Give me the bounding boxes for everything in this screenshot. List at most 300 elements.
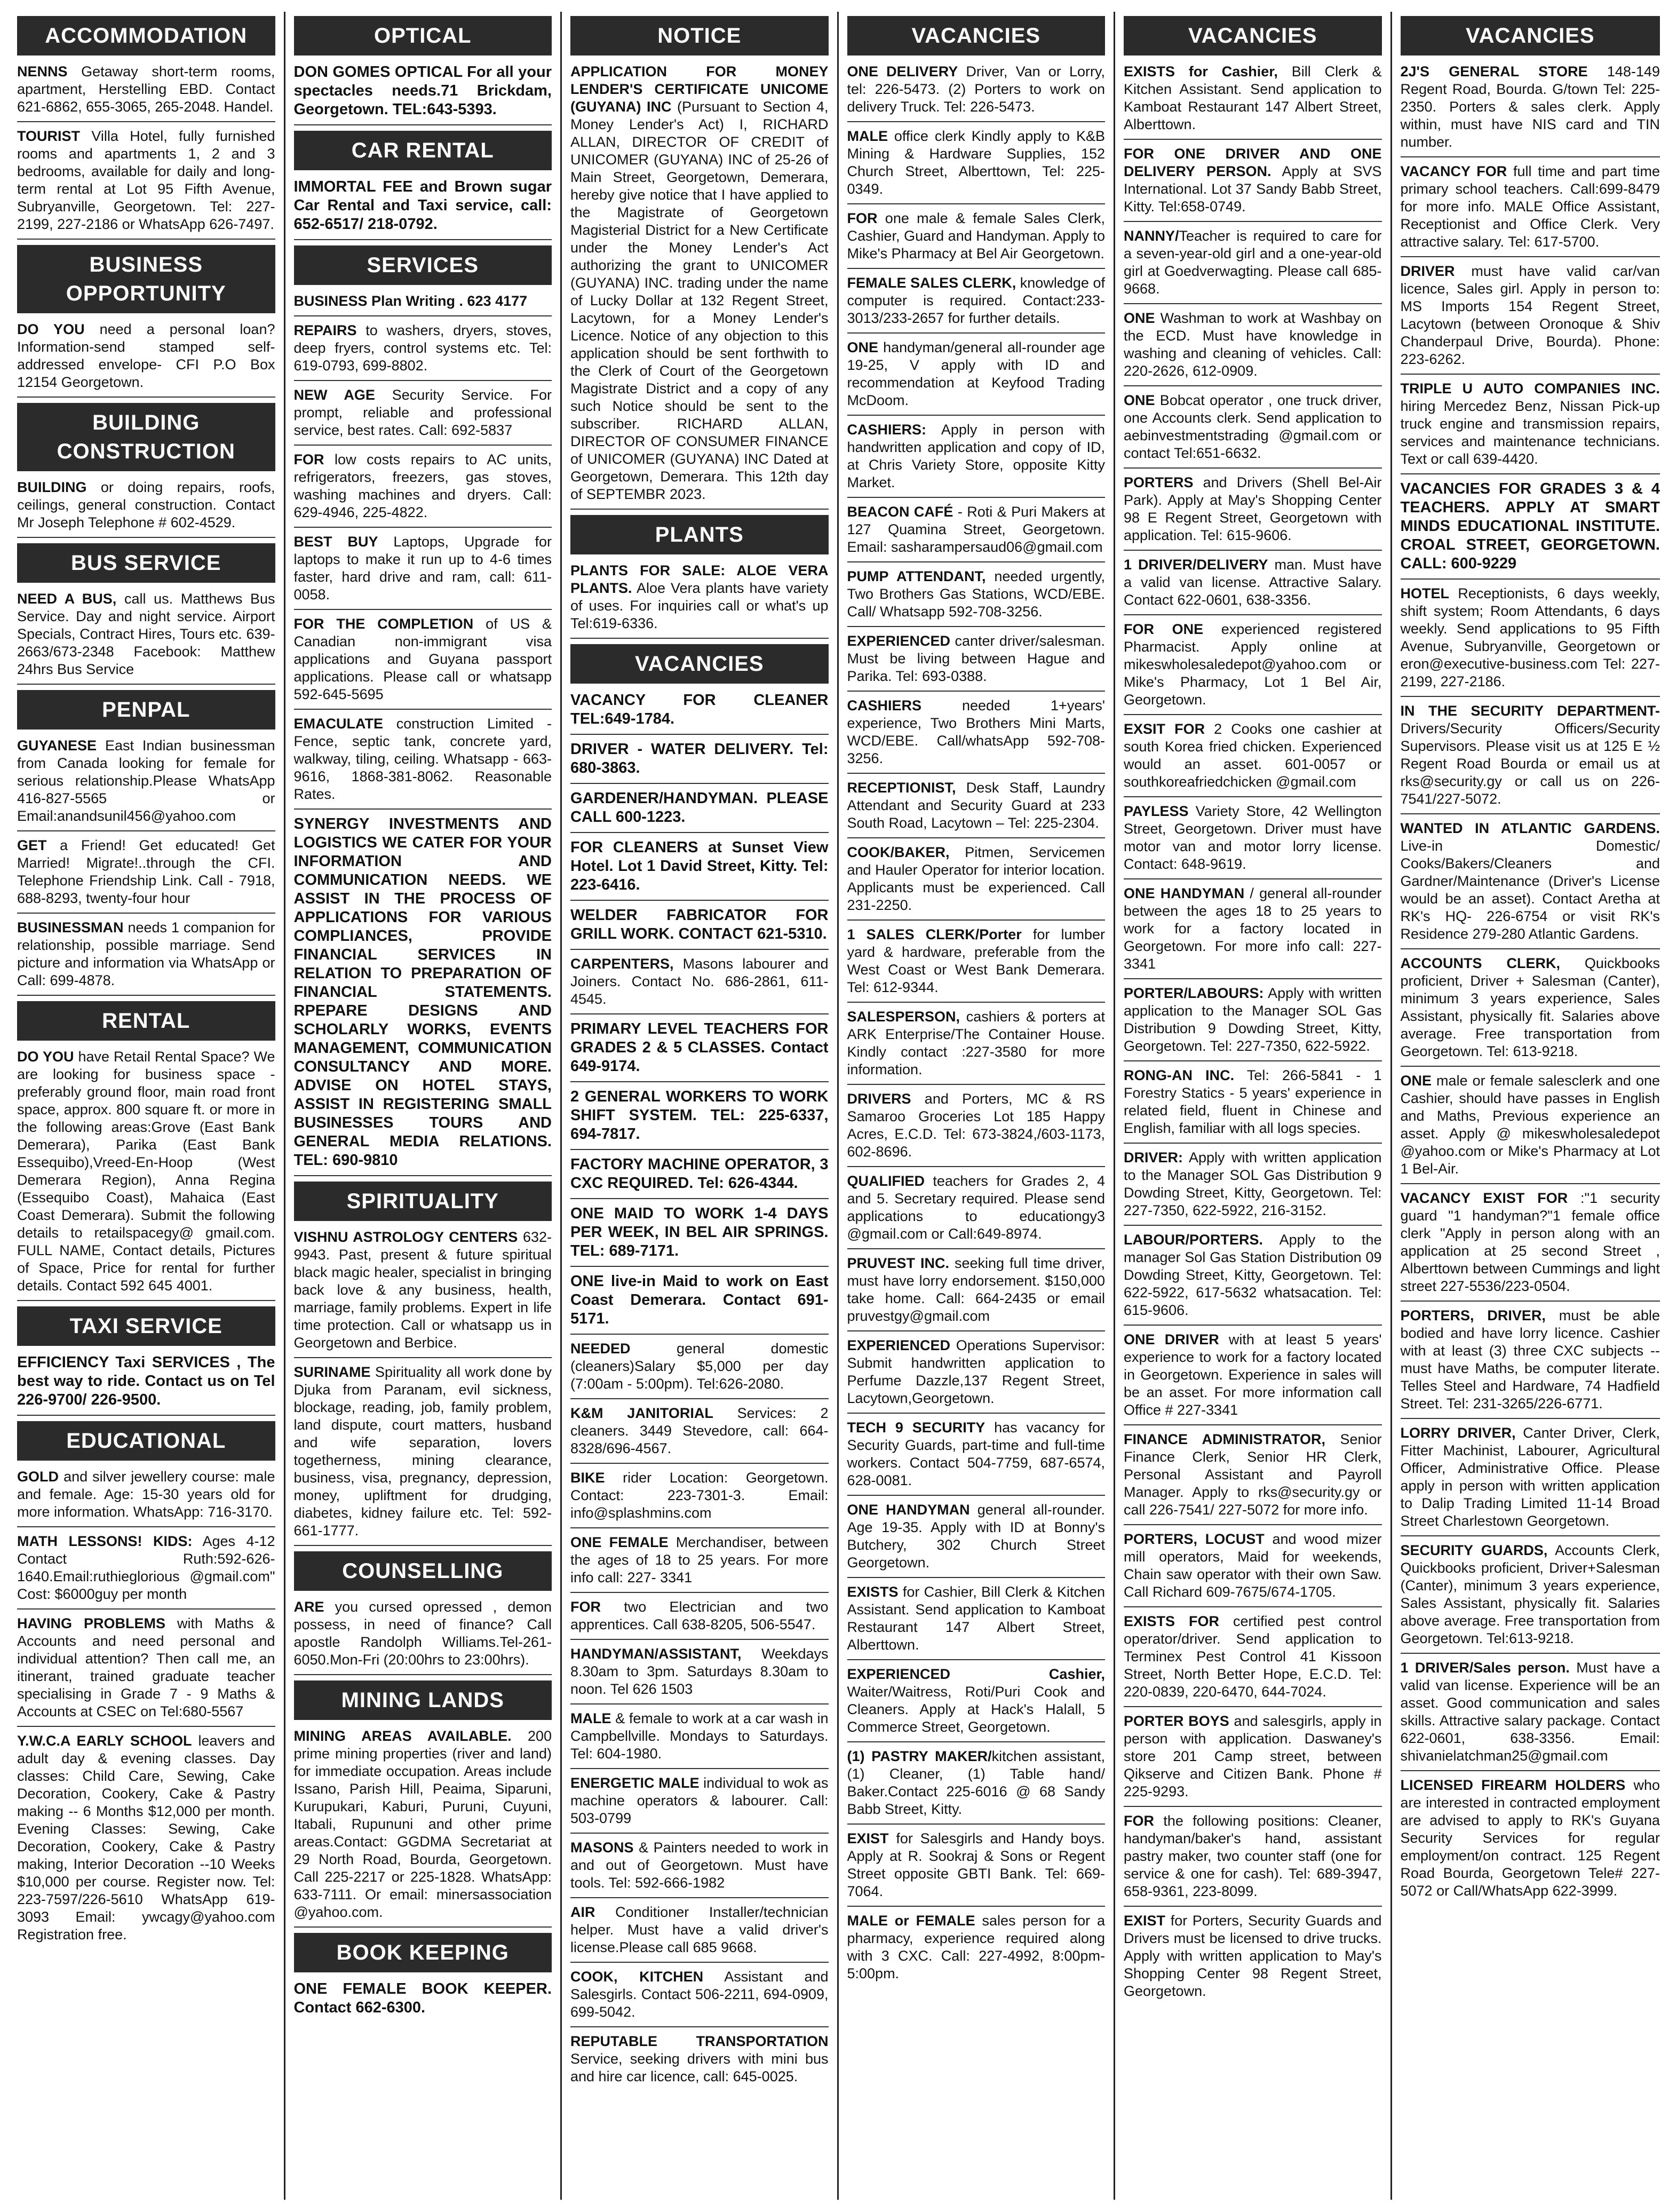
ad-body: - Roti & Puri Makers at 127 Quamina Street, Georgetown. Email: sasharampersaud06@gmail.com [847, 504, 1105, 555]
ad-body: for Porters, Security Guards and Drivers must be licensed to drive trucks. Apply with written application to May's Shopping Center 98 Regent Street, Georgetown. [1124, 1913, 1382, 1999]
ad-body: general domestic (cleaners)Salary $5,000 per day (7:00am - 5:00pm). Tel:626-2080. [570, 1341, 829, 1392]
classified-ad [570, 1774, 829, 1834]
ad-lead: WANTED IN ATLANTIC GARDENS. [1400, 820, 1660, 836]
classified-ad [1124, 1712, 1382, 1807]
ad-body: has vacancy for Security Guards, part-time and full-time workers. Contact 504-7759, 687-6574, 628-0081. [847, 1420, 1105, 1488]
ad-body: Tel: 266-5841 - 1 Forestry Statics - 5 years' experience in related field, fluent in Chinese and English, familiar with all logs species. [1124, 1067, 1382, 1136]
ad-body: office clerk Kindly apply to K&B Mining & Hardware Supplies, 152 Church Street, Alberttown, Tel: 225-0349. [847, 128, 1105, 197]
ad-lead: (1) PASTRY MAKER/ [847, 1748, 992, 1764]
ad-lead: BEST BUY [293, 534, 378, 550]
ad-lead: FOR ONE DRIVER AND ONE DELIVERY PERSON. [1124, 146, 1382, 179]
ad-body: Senior Finance Clerk, Senior HR Clerk, Personal Assistant and Payroll Manager. Apply to rks@security.gy or call 226-7541/ 227-5072 for more info. [1124, 1431, 1382, 1518]
classified-ad [570, 562, 829, 639]
section-header-book-keeping: BOOK KEEPING [294, 1933, 552, 1972]
ad-body: and salesgirls, apply in person with application. Daswaney's store 201 Camp street, between Qikserve and Citizen Bank. Phone # 225-9293. [1124, 1713, 1382, 1799]
ad-lead: NANNY/ [1124, 228, 1179, 244]
ad-lead: EXPERIENCED [847, 633, 951, 649]
ad-body: Quickbooks proficient, Driver + Salesman (Canter), minimum 3 years experience, Sales Assistant, physically fit. Salaries above average. Free transportation from Georgetown. Tel: 613-9218. [1400, 955, 1660, 1059]
ad-lead: NEED A BUS, [17, 591, 117, 607]
ad-body: have Retail Rental Space? We are looking for business space - preferably ground floor, main road front space, approx. 800 square ft. or more in the following areas:Grove (East Bank Demerara), Parika (East Bank Essequibo),Vreed-En-Hoop (West Demerara Region), Anna Regina (Essequibo Coast), Mahaica (East Coast Demerara). Submit the following details to retailspacegy@ gmail.com. FULL NAME, Contact details, Pictures of Space, Price for rental for further details. Contact 592 645 4001. [17, 1049, 275, 1294]
classified-ad [1401, 1190, 1660, 1302]
column-3 [562, 12, 839, 2200]
classified-ad [294, 1228, 552, 1358]
classified-ad [294, 1980, 552, 2023]
ad-body: Teacher is required to care for a seven-year-old girl and a one-year-old girl at Goedverwagting. Please call 685-9668. [1124, 228, 1382, 297]
ad-body: two Electrician and two apprentices. Call 638-8205, 506-5547. [570, 1599, 829, 1632]
ad-body: certified pest control operator/driver. Send application to Terminex Pest Control 41 Kissoon Street, North Better Hope, E.C.D. Tel: 220-0839, 220-6470, 644-7024. [1124, 1613, 1382, 1700]
ad-lead: SURINAME [293, 1364, 371, 1380]
classified-ad [1124, 803, 1382, 879]
classified-ad [1124, 1149, 1382, 1226]
ad-lead: PLANTS FOR SALE: ALOE VERA PLANTS. [570, 562, 829, 596]
classified-ad [570, 1710, 829, 1769]
ad-lead: LABOUR/PORTERS. [1124, 1232, 1263, 1248]
classified-ad [17, 1353, 275, 1416]
classified-ad [17, 128, 275, 240]
classified-ad [17, 737, 275, 831]
classified-ad [847, 1008, 1106, 1085]
ad-lead: AIR [570, 1904, 595, 1920]
ad-lead: FOR ONE [1124, 621, 1204, 637]
ad-body: Apply in person with handwritten application and copy of ID, at Chris Variety Store, opposite Kitty Market. [847, 422, 1105, 490]
ad-lead: SECURITY GUARDS, [1400, 1542, 1548, 1558]
ad-lead: ONE HANDYMAN [1124, 885, 1245, 901]
ad-body: for Salesgirls and Handy boys. Apply at R. Sookraj & Sons or Regent Street opposite GBTI Bank. Tel: 669-7064. [847, 1830, 1105, 1899]
ad-lead: COOK/BAKER, [847, 844, 950, 860]
classified-ad [294, 815, 552, 1176]
ad-lead: IMMORTAL FEE and Brown sugar Car Rental and Taxi service, call: 652-6517/ 218-0792. [293, 178, 552, 233]
classified-ad [847, 1419, 1106, 1496]
section-header-penpal: PENPAL [17, 690, 275, 730]
ad-lead: BUSINESS Plan Writing . 623 4177 [293, 293, 528, 309]
ad-body: the following positions: Cleaner, handyman/baker's hand, assistant pastry maker, two counter staff (one for service & one for cash). Tel: 689-3947, 658-9361, 223-8099. [1124, 1813, 1382, 1899]
classified-ad [1124, 392, 1382, 469]
classified-ad [294, 322, 552, 381]
ad-body: teachers for Grades 2, 4 and 5. Secretary required. Please send applications to educationgy3 @gmail.com or Call:649-8974. [847, 1173, 1105, 1242]
classified-ad [847, 1830, 1106, 1907]
ad-body: you cursed opressed , demon possess, in need of finance? Call apostle Randolph Williams.Tel-261-6050.Mon-Fri (20:00hrs to 23:00hrs). [293, 1599, 552, 1668]
ad-lead: EMACULATE [293, 716, 383, 732]
ad-body: Apply with written application to the Manager SOL Gas Distribution 9 Dowding Street, Kitty, Georgetown. Tel: 227-7350, 622-5922, 216-3152. [1124, 1149, 1382, 1218]
ad-lead: FINANCE ADMINISTRATOR, [1124, 1431, 1325, 1447]
ad-lead: EXISTS [847, 1584, 899, 1600]
classified-ad [570, 1088, 829, 1150]
ad-lead: PUMP ATTENDANT, [847, 568, 986, 584]
classified-ad [1401, 1307, 1660, 1419]
section-header-services: SERVICES [294, 245, 552, 285]
classified-ad [847, 128, 1106, 204]
ad-lead: VACANCY FOR CLEANER TEL:649-1784. [570, 692, 829, 727]
classified-ad [1401, 1659, 1660, 1771]
classified-ad [847, 1090, 1106, 1167]
ad-lead: DO YOU [17, 1049, 74, 1065]
classified-ad [17, 919, 275, 996]
classified-ad [847, 1912, 1106, 1988]
ad-lead: DON GOMES OPTICAL For all your spectacles needs.71 Brickdam, Georgetown. TEL:643-5393. [293, 64, 552, 118]
ad-lead: HAVING PROBLEMS [17, 1615, 165, 1631]
classified-ad [570, 63, 829, 510]
classified-ad [1124, 145, 1382, 222]
ad-body: general all-rounder. Age 19-35. Apply with ID at Bonny's Butchery, 302 Church Street Georgetown. [847, 1502, 1105, 1571]
ad-body: hiring Mercedez Benz, Nissan Pick-up truck engine and transmission repairs, services and maintenance technicians. Text or call 639-4420. [1400, 398, 1660, 467]
ad-lead: 1 DRIVER/Sales person. [1400, 1660, 1570, 1676]
ad-lead: VACANCY FOR [1400, 163, 1507, 179]
ad-body: seeking full time driver, must have lorry endorsement. $150,000 take home. Call: 664-2435 or email pruvestgy@gmail.com [847, 1255, 1105, 1324]
classified-ad [17, 837, 275, 914]
classified-ad [847, 1337, 1106, 1414]
classified-ad [1124, 1067, 1382, 1144]
ad-lead: EXIST [1124, 1913, 1166, 1929]
classified-ad [294, 178, 552, 240]
ad-body: one male & female Sales Clerk, Cashier, Guard and Handyman. Apply to Mike's Pharmacy at Bel Air Georgetown. [847, 210, 1105, 261]
classified-ad [1401, 1424, 1660, 1536]
ad-lead: DRIVERS [847, 1091, 911, 1107]
ad-lead: MALE [847, 128, 888, 144]
ad-body: canter driver/salesman. Must be living between Hague and Parika. Tel: 693-0388. [847, 633, 1105, 684]
classified-ad [1401, 263, 1660, 375]
ad-body: Variety Store, 42 Wellington Street, Georgetown. Driver must have motor van and motor lorry license. Contact: 648-9619. [1124, 803, 1382, 872]
ad-body: Service, seeking drivers with mini bus and hire car licence, call: 645-0025. [570, 2051, 829, 2084]
classified-ad [847, 63, 1106, 122]
ad-lead: GOLD [17, 1469, 59, 1485]
ad-body: Bobcat operator , one truck driver, one Accounts clerk. Send application to aebinvestmentstrading @gmail.com or contact Tel:651-6632. [1124, 392, 1382, 461]
ad-body: Accounts Clerk, Quickbooks proficient, Driver+Salesman (Canter), minimum 3 years experience, Sales Assistant, physically fit. Salaries above average. Free transportation from Georgetown. Tel:613-9218. [1400, 1542, 1660, 1646]
classified-ad [847, 339, 1106, 416]
ad-lead: EFFICIENCY Taxi SERVICES , The best way to ride. Contact us on Tel 226-9700/ 226-9500. [17, 1354, 275, 1408]
classified-ad [570, 1469, 829, 1528]
column-1 [9, 12, 285, 2200]
ad-lead: REPAIRS [293, 322, 357, 338]
ad-body: must have valid car/van licence, Sales girl. Apply in person to: MS Imports 154 Regent Street, Lacytown (between Oronoque & Shiv Chanderpaul Drive, Bourda). Phone: 223-6262. [1400, 263, 1660, 367]
ad-lead: PORTER BOYS [1124, 1713, 1229, 1729]
ad-lead: BUILDING [17, 479, 87, 495]
ad-body: East Indian businessman from Canada looking for female for serious relationship.Please WhatsApp 416-827-5565 or Email:anandsunil456@yahoo.com [17, 738, 275, 824]
ad-lead: ONE live-in Maid to work on East Coast Demerara. Contact 691-5171. [570, 1273, 829, 1327]
ad-body: construction Limited - Fence, septic tank, concrete yard, walkway, tiling, ceiling. Whatsapp - 663-9616, 1868-381-8062. Reasonable Rates. [293, 716, 552, 802]
classified-ad [17, 1048, 275, 1301]
ad-lead: MATH LESSONS! KIDS: [17, 1533, 193, 1549]
ad-lead: CASHIERS [847, 697, 922, 713]
ad-body: Washman to work at Washbay on the ECD. Must have knowledge in washing and cleaning of vehicles. Call: 220-2626, 612-0909. [1124, 310, 1382, 379]
classified-ad [1124, 1613, 1382, 1707]
classified-ad [1124, 1912, 1382, 2005]
classified-ad [1124, 1812, 1382, 1907]
classified-ad [1401, 63, 1660, 157]
ad-lead: SALESPERSON, [847, 1009, 960, 1025]
classified-ad [570, 1598, 829, 1640]
ad-body: & Painters needed to work in and out of Georgetown. Must have tools. Tel: 592-666-1982 [570, 1840, 829, 1891]
ad-body: and Drivers (Shell Bel-Air Park). Apply at May's Shopping Center 98 E Regent Street, Georgetown with application. Tel: 615-9606. [1124, 474, 1382, 543]
ad-body: need a personal loan? Information-send stamped self-addressed envelope- CFI P.O Box 12154 Georgetown. [17, 321, 275, 390]
classified-ad [570, 1904, 829, 1963]
ad-lead: ONE FEMALE [570, 1534, 669, 1550]
ad-lead: PRUVEST INC. [847, 1255, 949, 1271]
ad-lead: FACTORY MACHINE OPERATOR, 3 CXC REQUIRED. Tel: 626-4344. [570, 1156, 829, 1192]
classified-ad [17, 479, 275, 538]
classified-ad [847, 1583, 1106, 1660]
ad-lead: SYNERGY INVESTMENTS AND LOGISTICS WE CATER FOR YOUR INFORMATION AND COMMUNICATION NEEDS. WE ASSIST IN THE PROCESS OF APPLICATIONS FOR VARIOUS COMPLIANCES, PROVIDE FINANCIAL SERVICES IN RELATION TO PREPARATION OF FINANCIAL STATEMENTS. RPEPARE DESIGNS AND SCHOLARLY WORKS, EVENTS MANAGEMENT, COMMUNICATION CONSULTANCY AND MORE. ADVISE ON HOTEL STAYS, ASSIST IN REGISTERING SMALL BUSINESSES TOURS AND GENERAL MEDIA RELATIONS. TEL: 690-9810 [293, 815, 552, 1169]
classified-ad [17, 1533, 275, 1610]
classified-ad [847, 1748, 1106, 1825]
classified-ad [570, 1155, 829, 1199]
classified-ad [847, 568, 1106, 627]
ad-lead: ONE MAID TO WORK 1-4 DAYS PER WEEK, IN BEL AIR SPRINGS. TEL: 689-7171. [570, 1205, 829, 1259]
ad-lead: ONE [1124, 392, 1155, 408]
ad-body: and wood mizer mill operators, Maid for weekends, Chain saw operator with their own Saw. Call Richard 609-7675/674-1705. [1124, 1531, 1382, 1600]
ad-lead: BIKE [570, 1470, 605, 1486]
classified-ad [1124, 985, 1382, 1061]
ad-lead: BUSINESSMAN [17, 919, 124, 935]
ad-lead: MALE [570, 1710, 611, 1726]
ad-lead: TOURIST [17, 128, 81, 144]
ad-lead: LICENSED FIREARM HOLDERS [1400, 1777, 1626, 1793]
classified-ad [1124, 310, 1382, 386]
ad-body: kitchen assistant,(1) Cleaner, (1) Table hand/ Baker.Contact 225-6016 @ 68 Sandy Babb Street, Kitty. [847, 1748, 1105, 1817]
ad-body: call us. Matthews Bus Service. Day and night service. Airport Specials, Contract Hires, Tours etc. 639-2663/673-2348 Facebook: Matthew 24hrs Bus Service [17, 591, 275, 677]
classified-ad [1124, 1431, 1382, 1525]
ad-body: for lumber yard & hardware, preferable from the West Coast or West Bank Demerara. Tel: 612-9344. [847, 926, 1106, 995]
ad-lead: 2 GENERAL WORKERS TO WORK SHIFT SYSTEM. TEL: 225-6337, 694-7817. [570, 1088, 829, 1143]
classified-ad [570, 906, 829, 950]
ad-lead: PAYLESS [1124, 803, 1189, 819]
ad-lead: FOR THE COMPLETION [293, 616, 474, 632]
ad-lead: ARE [293, 1599, 324, 1615]
ad-lead: FOR [570, 1599, 601, 1615]
ad-body: (Pursuant to Section 4, Money Lender's Act) I, RICHARD ALLAN, DIRECTOR OF CREDIT of UNICOMER (GUYANA) INC of 25-26 of Main Street, Georgetown, Demerara, hereby give notice that I have applied to the Magistrate of Georgetown Magisterial District for a New Certificate under the Money Lender's Act authorizing the grant to UNICOMER (GUYANA) INC. trading under the name of Lucky Dollar at 132 Regent Street, Lacytown, for a Money Lender's Licence. Notice of any objection to this application should be sent forthwith to the Clerk of Court of the Georgetown Magistrate District and a copy of any such Notice should be sent to the subscriber. RICHARD ALLAN, DIRECTOR OF CONSUMER FINANCE of UNICOMER (GUYANA) INC Dated at Georgetown, Demerara. This 12th day of SEPTEMBR 2023. [570, 99, 829, 502]
ad-body: 200 prime mining properties (river and land) for immediate occupation. Areas include Issano, Parish Hill, Peaima, Siparuni, Kurupukari, Kaburi, Puruni, Cuyuni, Itabali, Rupununi and other prime areas.Contact: GGDMA Secretariat at 29 North Road, Bourda, Georgetown. Call 225-2217 or 225-1828. WhatsApp: 633-7111. Or email: minersassociation @yahoo.com. [293, 1728, 552, 1920]
ad-body: knowledge of computer is required. Contact:233-3013/233-2657 for further details. [847, 275, 1105, 326]
ad-lead: ONE DELIVERY [847, 64, 958, 80]
ad-lead: TECH 9 SECURITY [847, 1420, 985, 1436]
ad-lead: Y.W.C.A EARLY SCHOOL [17, 1733, 192, 1749]
ad-body: experienced registered Pharmacist. Apply online at mikeswholesaledepot@yahoo.com or Mike's Pharmacy, Lot 1 Bel Air, Georgetown. [1124, 621, 1382, 708]
ad-lead: DRIVER: [1124, 1149, 1183, 1166]
ad-lead: MINING AREAS AVAILABLE. [293, 1728, 512, 1744]
column-6 [1392, 12, 1669, 2200]
section-header-taxi-service: TAXI SERVICE [17, 1306, 275, 1346]
classified-ad [570, 691, 829, 735]
ad-lead: CASHIERS: [847, 422, 927, 438]
ad-lead: EXPERIENCED Cashier, [847, 1666, 1105, 1682]
classified-ad [847, 632, 1106, 692]
classified-ad [1124, 474, 1382, 551]
classified-ad [570, 1020, 829, 1082]
classified-ad [847, 1501, 1106, 1578]
classified-ad [294, 63, 552, 125]
classified-ad [17, 1732, 275, 1949]
section-header-vacancies: VACANCIES [847, 16, 1106, 56]
ad-lead: FOR [293, 451, 324, 467]
classified-ad [17, 63, 275, 122]
classified-ad [847, 844, 1106, 921]
classified-ad [294, 1363, 552, 1546]
ad-body: Receptionists, 6 days weekly, shift system; Room Attendants, 6 days weekly. Send applications to 95 Fifth Avenue, Subryanville, Georgetown or eron@executive-business.com Tel: 227-2199, 227-2186. [1400, 585, 1660, 689]
ad-body: 632-9943. Past, present & future spiritual black magic healer, specialist in bringing back love & any business, health, marriage, family problems. Expert in life time protection. Call or whatsapp us in Georgetown and Berbice. [293, 1229, 552, 1351]
ad-body: Villa Hotel, fully furnished rooms and apartments 1, 2 and 3 bedrooms, available for daily and long-term rental at Lot 95 Fifth Avenue, Subryanville, Georgetown. Tel: 227-2199, 227-2186 or WhatsApp 626-7497. [17, 128, 275, 232]
classified-ad [294, 292, 552, 316]
ad-lead: ACCOUNTS CLERK, [1400, 955, 1560, 971]
classified-ad [1124, 227, 1382, 304]
classified-ad [294, 615, 552, 710]
classified-ad [570, 1272, 829, 1335]
column-2 [285, 12, 562, 2200]
classified-ad [1124, 556, 1382, 615]
classified-ad [1401, 380, 1660, 474]
classified-ad [294, 715, 552, 810]
classified-ad [1124, 621, 1382, 715]
ad-body: Spirituality all work done by Djuka from Paranam, evil sickness, blockage, reading, job, family problem, land dispute, court matters, husband and wife separation, lovers togetherness, mining clearance, business, visa, pregnancy, depression, money, upliftment for drudging, diabetes, kidney failure etc. Tel: 592-661-1777. [293, 1364, 552, 1539]
classified-ad [17, 1468, 275, 1527]
ad-body: with at least 5 years' experience to work for a factory located in Georgetown. Experience in sales will be an asset. For more information call Office # 227-3341 [1124, 1331, 1382, 1418]
classified-ad [1124, 720, 1382, 797]
section-header-educational: EDUCATIONAL [17, 1421, 275, 1461]
ad-body: needed urgently, Two Brothers Gas Stations, WCD/EBE. Call/ Whatsapp 592-708-3256. [847, 568, 1105, 620]
classified-ad [570, 838, 829, 901]
section-header-notice: NOTICE [570, 16, 829, 56]
ad-lead: GET [17, 837, 47, 853]
ad-lead: DRIVER [1400, 263, 1455, 279]
ad-lead: DO YOU [17, 321, 85, 337]
ad-body: individual to wok as machine operators & labourer. Call: 503-0799 [570, 1775, 829, 1826]
classified-ad [570, 955, 829, 1014]
ad-lead: ONE DRIVER [1124, 1331, 1219, 1347]
ad-body: :"1 security guard "1 handyman?"1 female office clerk "Apply in person along with an application at 25 second Street , Alberttown between Cummings and light street 227-5536/223-0504. [1400, 1190, 1660, 1294]
ad-body: Bill Clerk & Kitchen Assistant. Send application to Kamboat Restaurant 147 Albert Street, Alberttown. [1124, 64, 1382, 132]
ad-body: Merchandiser, between the ages of 18 to 25 years. For more info call: 227- 3341 [570, 1534, 829, 1585]
section-header-vacancies: VACANCIES [570, 644, 829, 684]
classified-ad [570, 1968, 829, 2027]
classified-ad [847, 210, 1106, 269]
ad-lead: FEMALE SALES CLERK, [847, 275, 1016, 291]
ad-body: with Maths & Accounts and need personal and individual attention? Then call me, an itinerant, trained graduate teacher specialising in Grade 7 - 9 Maths & Accounts at CSEC on Tel:680-5567 [17, 1615, 275, 1719]
ad-body: Must have a valid van license. Experience will be an asset. Good communication and sales skills. Attractive salary package. Contact 622-0601, 638-3356. Email: shivanielatchman25@gmail.com [1400, 1660, 1660, 1764]
ad-lead: PORTER/LABOURS: [1124, 985, 1264, 1001]
classified-ad [570, 1204, 829, 1267]
ad-body: low costs repairs to AC units, refrigerators, freezers, gas stoves, washing machines and dryers. Call: 629-4946, 225-4822. [293, 451, 552, 520]
ad-body: handyman/general all-rounder age 19-25, V apply with ID and recommendation at Keyfood Trading McDoom. [847, 339, 1105, 408]
section-header-building-construction: BUILDING CONSTRUCTION [17, 403, 275, 471]
classified-ad [570, 2033, 829, 2091]
ad-body: Apply with written application to the Manager SOL Gas Distribution 9 Dowding Street, Kitty, Georgetown. Tel: 227-7350, 622-5922. [1124, 985, 1382, 1054]
ad-body: Drivers/Security Officers/Security Supervisors. Please visit us at 125 E ½ Regent Road Bourda or email us at rks@security.gy or call us on 226-7541/227-5072. [1400, 720, 1660, 807]
ad-body: or doing repairs, roofs, ceilings, general construction. Contact Mr Joseph Telephone # 602-4529. [17, 479, 275, 530]
ad-body: 148-149 Regent Road, Bourda. G/town Tel: 225-2350. Porters & sales clerk. Apply within, must have NIS card and TIN number. [1400, 64, 1660, 150]
classified-ad [570, 740, 829, 784]
ad-body: rider Location: Georgetown. Contact: 223-7301-3. Email: info@splashmins.com [570, 1470, 829, 1521]
ad-lead: BEACON CAFÉ [847, 504, 953, 520]
ad-lead: PRIMARY LEVEL TEACHERS FOR GRADES 2 & 5 CLASSES. Contact 649-9174. [570, 1020, 829, 1075]
ad-body: needs 1 companion for relationship, possible marriage. Send picture and information via WhatsApp or Call: 699-4878. [17, 919, 275, 988]
classified-ad [847, 697, 1106, 774]
ad-lead: FOR [847, 210, 878, 226]
ad-body: 2 Cooks one cashier at south Korea fried chicken. Experienced would an asset. 601-0057 or southkoreafriedchicken @gmail.com [1124, 721, 1382, 790]
ad-lead: ENERGETIC MALE [570, 1775, 700, 1791]
ad-body: Weekdays 8.30am to 3pm. Saturdays 8.30am to noon. Tel 626 1503 [570, 1646, 829, 1697]
ad-lead: PORTERS, LOCUST [1124, 1531, 1265, 1547]
classified-ad [847, 1666, 1106, 1742]
ad-lead: RONG-AN INC. [1124, 1067, 1235, 1083]
ad-body: Apply at SVS International. Lot 37 Sandy Babb Street, Kitty. Tel:658-0749. [1124, 163, 1382, 215]
ad-body: sales person for a pharmacy, experience required along with 3 CXC. Call: 227-4992, 8:00pm-5:00pm. [847, 1913, 1105, 1981]
classified-ad [1124, 1531, 1382, 1607]
ad-body: Pitmen, Servicemen and Hauler Operator for interior location. Applicants must be experienced. Call 231-2250. [847, 844, 1105, 913]
ad-body: Waiter/Waitress, Roti/Puri Cook and Cleaners. Apply at Hack's Halall, 5 Commerce Street, Georgetown. [847, 1684, 1105, 1735]
section-header-vacancies: VACANCIES [1401, 16, 1660, 56]
section-header-counselling: COUNSELLING [294, 1551, 552, 1591]
column-5 [1115, 12, 1392, 2200]
classified-ad [847, 1172, 1106, 1249]
classified-ad [17, 321, 275, 398]
ad-body: Canter Driver, Clerk, Fitter Machinist, Labourer, Agricultural Officer, Administrative Office. Please apply in person with written application to Dalip Trading Limited 11-14 Broad Street Charlestown Georgetown. [1400, 1425, 1660, 1529]
ad-body: full time and part time primary school teachers. Call:699-8479 for more info. MALE Office Assistant, Receptionist and Office Clerk. Very attractive salary. Tel: 617-5700. [1400, 163, 1660, 250]
ad-lead: EXSIT FOR [1124, 721, 1205, 737]
ad-lead: MALE or FEMALE [847, 1913, 975, 1929]
ad-lead: MASONS [570, 1840, 634, 1856]
classified-ad [847, 274, 1106, 334]
classified-ad [294, 533, 552, 610]
section-header-spirituality: SPIRITUALITY [294, 1182, 552, 1221]
classified-ad [1401, 820, 1660, 949]
ad-body: and silver jewellery course: male and female. Age: 15-30 years old for more information. WhatsApp: 716-3170. [17, 1469, 275, 1520]
ad-body: and Porters, MC & RS Samaroo Groceries Lot 185 Happy Acres, E.C.D. Tel: 673-3824,/603-1173, 602-8696. [847, 1091, 1105, 1160]
ad-lead: PORTERS, DRIVER, [1400, 1307, 1546, 1323]
ad-lead: PORTERS [1124, 474, 1194, 490]
classified-ad [570, 1405, 829, 1464]
ad-body: leavers and adult day & evening classes. Day classes: Child Care, Sewing, Cake Decoration, Cookery, Cake & Pastry making -- 6 Months $12,000 per month. Evening Classes: Sewing, Cake Decoration, Cookery, Cake & Pastry making, Interior Decoration --10 Weeks $10,000 per course. Register now. Tel: 223-7597/226-5610 WhatsApp 619-3093 Email: ywcagy@yahoo.com Registration free. [17, 1733, 275, 1943]
ad-body: Operations Supervisor: Submit handwritten application to Perfume Dazzle,137 Regent Street, Lacytown,Georgetown. [847, 1337, 1105, 1406]
ad-body: Assistant and Salesgirls. Contact 506-2211, 694-0909, 699-5042. [570, 1969, 829, 2020]
classified-ad [1124, 63, 1382, 140]
ad-lead: GUYANESE [17, 738, 97, 754]
classified-ad [570, 789, 829, 833]
ad-lead: NENNS [17, 64, 68, 80]
ad-lead: COOK, KITCHEN [570, 1969, 704, 1985]
classified-ad [847, 421, 1106, 498]
ad-lead: VACANCIES FOR GRADES 3 & 4 TEACHERS. APPLY AT SMART MINDS EDUCATIONAL INSTITUTE. CROAL STREET, GEORGETOWN. CALL: 600-9229 [1400, 480, 1660, 572]
classified-ad [847, 926, 1106, 1003]
ad-lead: TRIPLE U AUTO COMPANIES INC. [1400, 380, 1660, 397]
classified-ad [1124, 1231, 1382, 1326]
classified-ad [294, 386, 552, 446]
ad-body: Masons labourer and Joiners. Contact No. 686-2861, 611-4545. [570, 956, 829, 1007]
classified-ad [1401, 1072, 1660, 1184]
ad-lead: CARPENTERS, [570, 956, 674, 972]
ad-body: Ages 4-12 Contact Ruth:592-626-1640.Email:ruthieglorious @gmail.com" Cost: $6000guy per month [17, 1533, 275, 1602]
ad-body: Laptops, Upgrade for laptops to make it run up to 4-6 times faster, hard drive and ram, call: 611-0058. [293, 534, 552, 602]
ad-lead: FOR [1124, 1813, 1154, 1829]
ad-lead: DRIVER - WATER DELIVERY. Tel: 680-3863. [570, 741, 829, 776]
ad-body: a Friend! Get educated! Get Married! Migrate!..through the CFI. Telephone Friendship Link. Call - 7918, 688-8293, twenty-four hour [17, 837, 275, 906]
ad-lead: 1 DRIVER/DELIVERY [1124, 557, 1268, 573]
ad-lead: ONE [1124, 310, 1155, 326]
classified-ad [1401, 585, 1660, 697]
ad-lead: K&M JANITORIAL [570, 1405, 713, 1421]
ad-lead: EXISTS for Cashier, [1124, 64, 1278, 80]
classified-ad [1401, 955, 1660, 1067]
classified-ad [570, 1534, 829, 1593]
section-header-rental: RENTAL [17, 1001, 275, 1041]
ad-lead: ONE [847, 339, 879, 355]
ad-lead: IN THE SECURITY DEPARTMENT- [1400, 703, 1660, 719]
ad-lead: ONE [1400, 1073, 1432, 1089]
section-header-optical: OPTICAL [294, 16, 552, 56]
classified-ad [570, 1340, 829, 1399]
ad-body: / general all-rounder between the ages 18 to 25 years to work for a factory located in Georgetown. For more info call: 227- 3341 [1124, 885, 1382, 972]
ad-body: cashiers & porters at ARK Enterprise/The Container House. Kindly contact :227-3580 for more information. [847, 1009, 1105, 1077]
classified-ad [1401, 1777, 1660, 1905]
ad-lead: EXPERIENCED [847, 1337, 951, 1353]
ad-body: for Cashier, Bill Clerk & Kitchen Assistant. Send application to Kamboat Restaurant 147 Albert Street, Alberttown. [847, 1584, 1105, 1653]
